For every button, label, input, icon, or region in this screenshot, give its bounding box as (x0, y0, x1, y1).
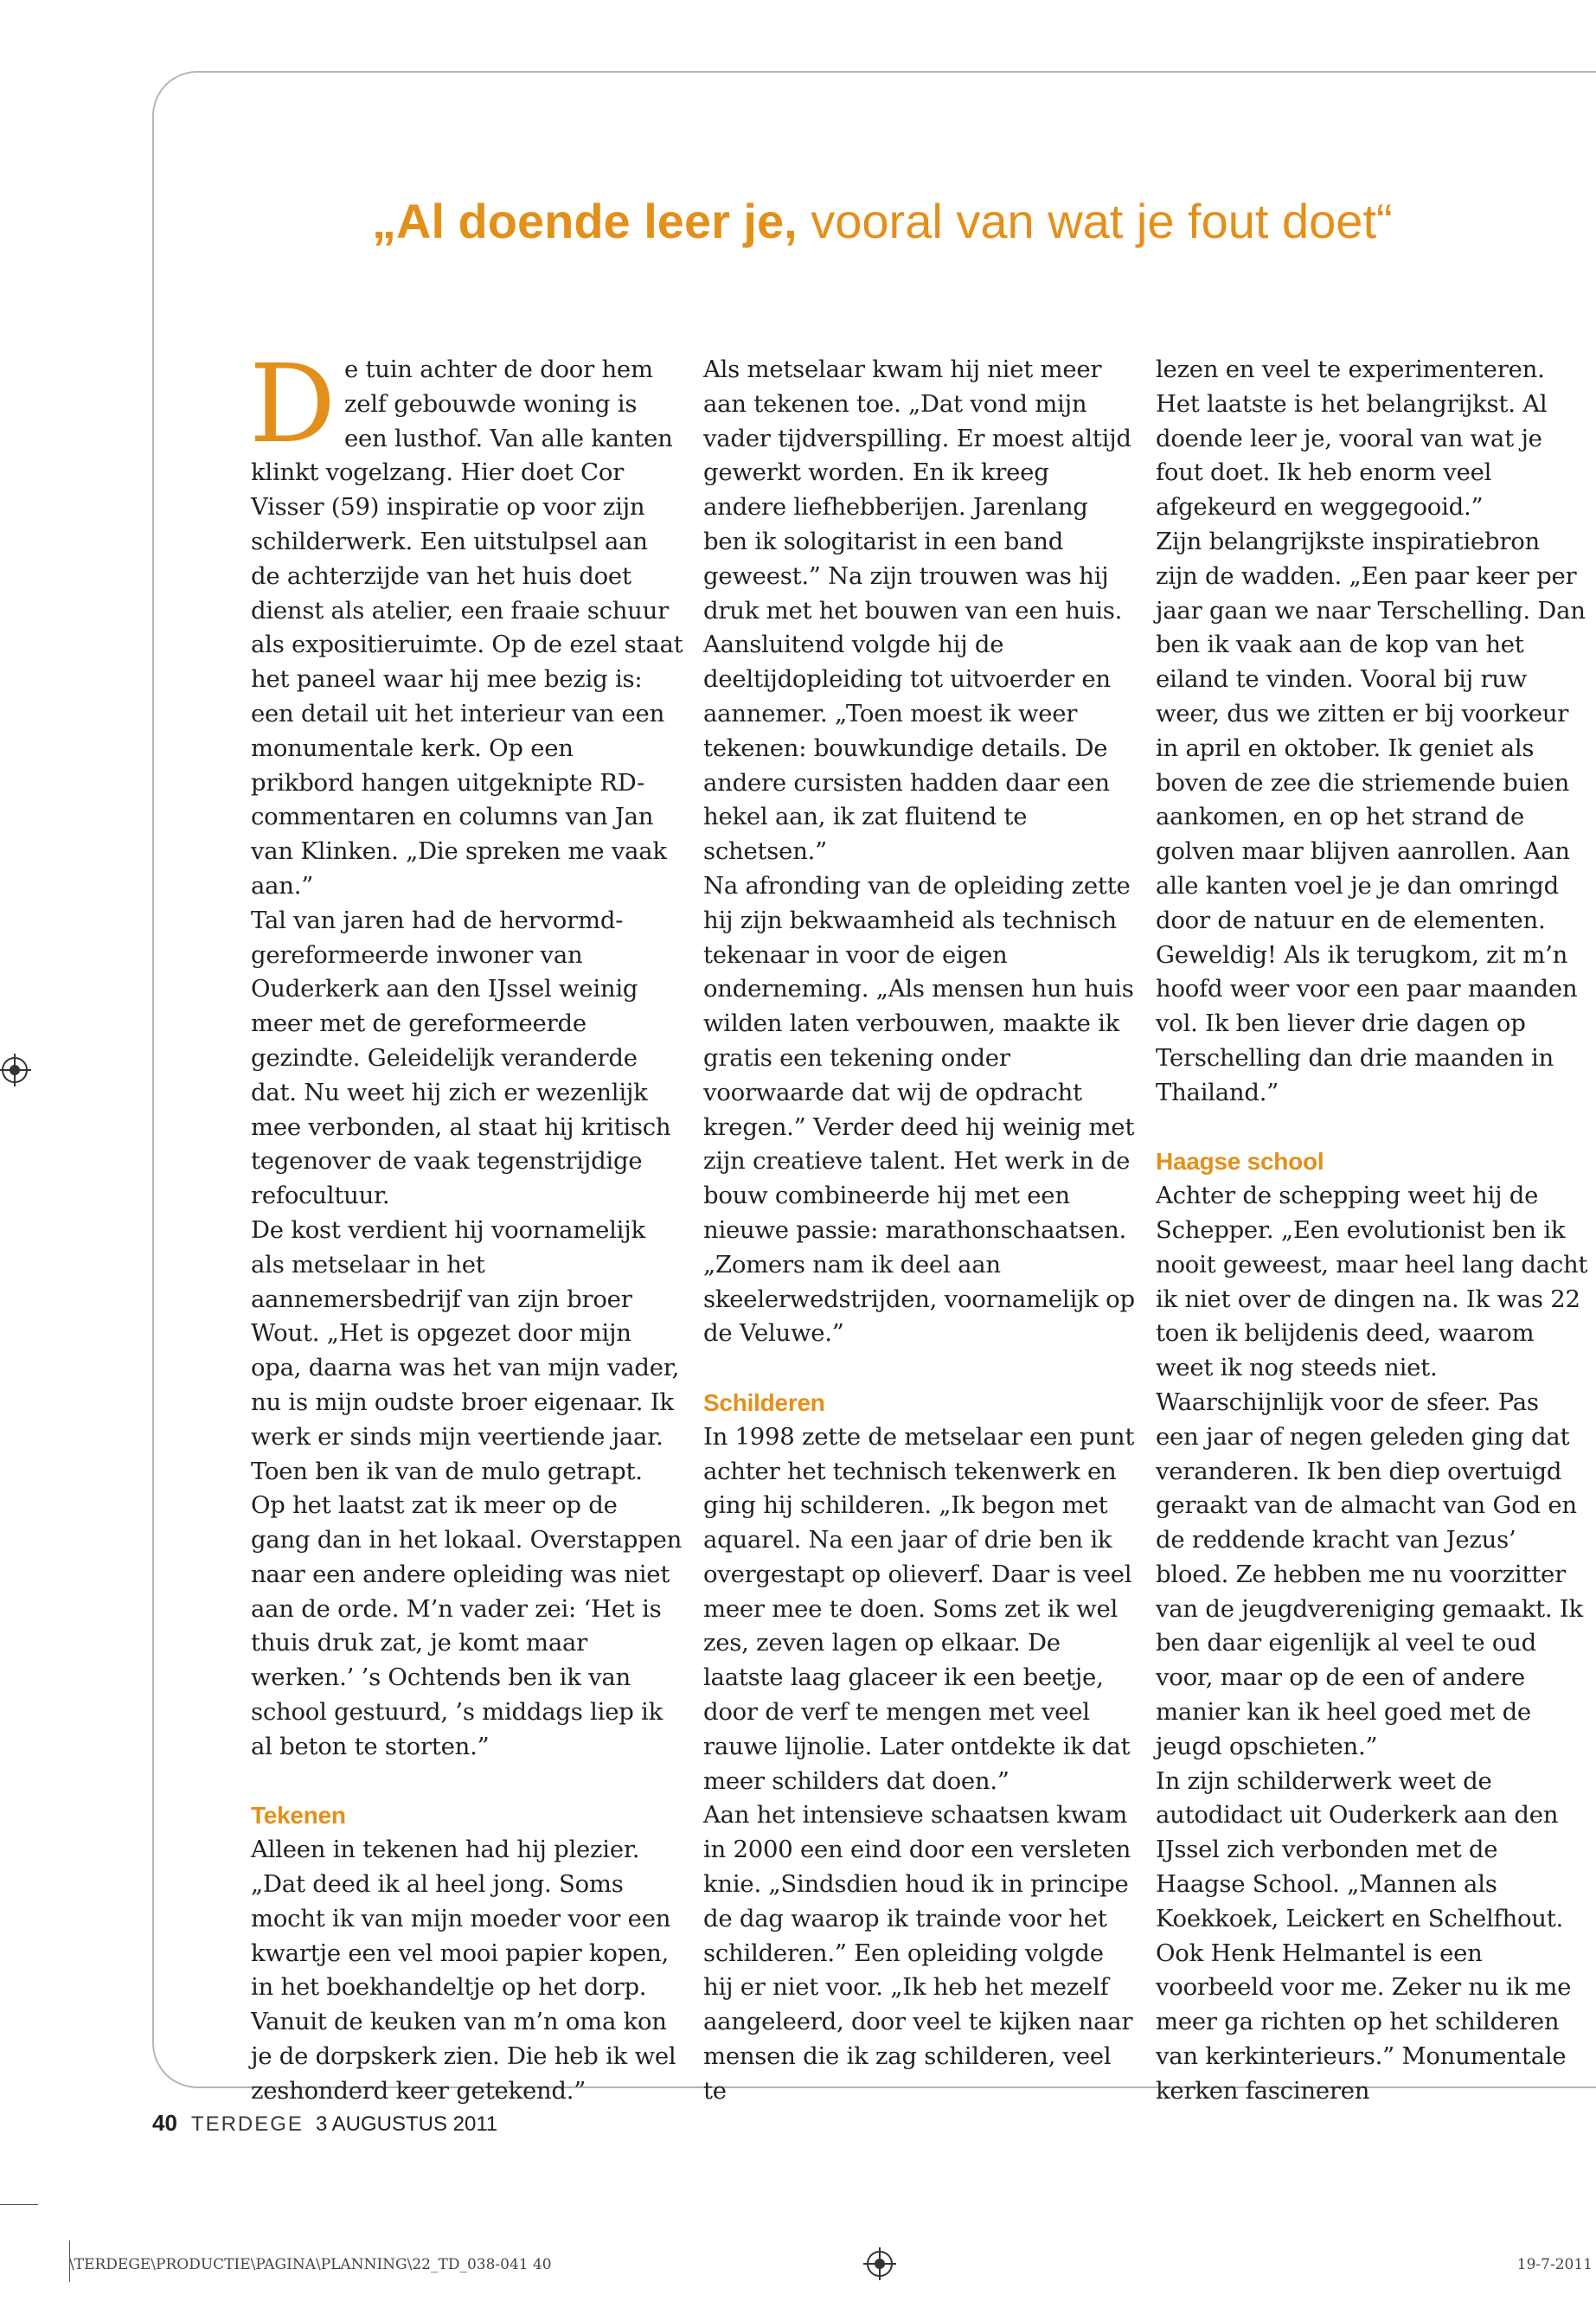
paragraph: Alleen in tekenen had hij plezier. „Dat deed ik al heel jong. Soms mocht ik van mijn moeder voor een kwartje een vel mooi papier kopen, in het boekhandeltje op het dorp. Vanuit de keuken van m’n oma kon je de dorpskerk zien. Die heb ik wel zeshonderd keer getekend.” (251, 1836, 676, 2105)
headline (372, 185, 1540, 258)
article-column-2 (703, 353, 1136, 2109)
registration-mark-icon (2, 1057, 28, 1083)
article-column-3 (1156, 353, 1588, 2109)
page-footer (152, 2106, 497, 2142)
paragraph: Aan het intensieve schaatsen kwam in 2000 een eind door een versleten knie. „Sindsdien houd ik in principe de dag waarop ik trainde voor het schilderen.” Een opleiding volgde hij er niet voor. „Ik heb het mezelf aangeleerd, door veel te kijken naar mensen die ik zag schilderen, veel te (703, 1801, 1133, 2105)
paragraph: Achter de schepping weet hij de Schepper. „Een evolutionist ben ik nooit geweest, maar heel lang dacht ik niet over de dingen na. Ik was 22 toen ik belijdenis deed, waarom weet ik nog steeds niet. Waarschijnlijk voor de sfeer. Pas een jaar of negen geleden ging dat veranderen. Ik ben diep overtuigd geraakt van de almacht van God en de reddende kracht van Jezus’ bloed. Ze hebben me nu voorzitter van de jeugdvereniging gemaakt. Ik ben daar eigenlijk al veel te oud voor, maar op de een of andere manier kan ik heel goed met de jeugd opschieten.” (1156, 1182, 1588, 1760)
headline-bold: „Al doende leer je, (372, 194, 798, 248)
paragraph: lezen en veel te experimenteren. Het laatste is het belangrijkst. Al doende leer je, vooral van wat je fout doet. Ik heb enorm veel afgekeurd en weggegooid.” (1156, 356, 1548, 522)
issue-date: 3 AUGUSTUS 2011 (315, 2112, 498, 2136)
paragraph: Als metselaar kwam hij niet meer aan tekenen toe. „Dat vond mijn vader tijdverspilling. Er moest altijd gewerkt worden. En ik kreeg andere liefhebberijen. Jarenlang ben ik sologitarist in een band geweest.” Na zijn trouwen was hij druk met het bouwen van een huis. Aansluitend volgde hij de deeltijdopleiding tot uitvoerder en aannemer. „Toen moest ik weer tekenen: bouwkundige details. De andere cursisten hadden daar een hekel aan, ik zat fluitend te schetsen.” (703, 356, 1131, 866)
drop-cap: D (249, 342, 336, 467)
subheading-tekenen: Tekenen (251, 1802, 346, 1830)
print-slug-date: 19-7-2011 (1516, 2256, 1593, 2273)
crop-mark (0, 2204, 38, 2205)
subheading-schilderen: Schilderen (703, 1388, 825, 1416)
article-column-1 (249, 342, 683, 2109)
registration-dot-icon (875, 2259, 885, 2269)
paragraph: In zijn schilderwerk weet de autodidact uit Ouderkerk aan den IJssel zich verbonden met de Haagse School. „Mannen als Koekkoek, Leickert en Schelfhout. Ook Henk Helmantel is een voorbeeld voor me. Zeker nu ik me meer ga richten op het schilderen van kerkinterieurs.” Monumentale kerken fascineren (1156, 1766, 1572, 2105)
page-number: 40 (152, 2110, 177, 2136)
paragraph: In 1998 zette de metselaar een punt achter het technisch tekenwerk en ging hij schilderen. „Ik begon met aquarel. Na een jaar of drie ben ik overgestapt op olieverf. Daar is veel meer mee te doen. Soms zet ik wel zes, zeven lagen op elkaar. De laatste laag glaceer ik een beetje, door de verf te mengen met veel rauwe lijnolie. Later ontdekte ik dat meer schilders dat doen.” (703, 1422, 1135, 1795)
registration-mark-icon (867, 2251, 893, 2277)
registration-dot-icon (10, 1065, 20, 1075)
headline-light: vooral van wat je fout doet“ (811, 194, 1393, 248)
magazine-name: TERDEGE (190, 2112, 304, 2136)
paragraph-text: e tuin achter de door hem zelf gebouwde woning is een lusthof. Van alle kanten klinkt vogelzang. Hier doet Cor Visser (59) inspiratie op voor zijn schilderwerk. Een uitstulpsel aan de achterzijde van het huis doet dienst als atelier, een fraaie schuur als expositieruimte. Op de ezel staat het paneel waar hij mee bezig is: een detail uit het interieur van een monumentale kerk. Op een prikbord hangen uitgeknipte RD-commentaren en columns van Jan van Klinken. „Die spreken me vaak aan.” (251, 356, 683, 900)
paragraph: Tal van jaren had de hervormd-gereformeerde inwoner van Ouderkerk aan den IJssel weinig meer met de gereformeerde gezindte. Geleidelijk veranderde dat. Nu weet hij zich er wezenlijk mee verbonden, al staat hij kritisch tegenover de vaak tegenstrijdige refocultuur. (251, 906, 671, 1210)
subheading-haagse-school: Haagse school (1156, 1148, 1324, 1176)
paragraph: Zijn belangrijkste inspiratiebron zijn de wadden. „Een paar keer per jaar gaan we naar Terschelling. Dan ben ik vaak aan de kop van het eiland te vinden. Vooral bij ruw weer, dus we zitten er bij voorkeur in april en oktober. Ik geniet als boven de zee die striemende buien aankomen, en op het strand de golven maar blijven aanrollen. Aan alle kanten voel je je dan omringd door de natuur en de elementen. Geweldig! Als ik terugkom, zit m’n hoofd weer voor een paar maanden vol. Ik ben liever drie dagen op Terschelling dan drie maanden in Thailand.” (1156, 527, 1586, 1106)
paragraph: Na afronding van de opleiding zette hij zijn bekwaamheid als technisch tekenaar in voor de eigen onderneming. „Als mensen hun huis wilden laten verbouwen, maakte ik gratis een tekening onder voorwaarde dat wij de opdracht kregen.” Verder deed hij weinig met zijn creatieve talent. Het werk in de bouw combineerde hij met een nieuwe passie: marathonschaatsen. „Zomers nam ik deel aan skeelerwedstrijden, voornamelijk op de Veluwe.” (703, 871, 1135, 1348)
paragraph: De kost verdient hij voornamelijk als metselaar in het aannemersbedrijf van zijn broer Wout. „Het is opgezet door mijn opa, daarna was het van mijn vader, nu is mijn oudste broer eigenaar. Ik werk er sinds mijn veertiende jaar. Toen ben ik van de mulo getrapt. Op het laatst zat ik meer op de gang dan in het lokaal. Overstappen naar een andere opleiding was niet aan de orde. M’n vader zei: ‘Het is thuis druk zat, je komt maar werken.’ ’s Ochtends ben ik van school gestuurd, ’s middags liep ik al beton te storten.” (251, 1215, 683, 1760)
print-slug-path: \TERDEGE\PRODUCTIE\PAGINA\PLANNING\22_TD_038-041 40 (69, 2256, 552, 2273)
paragraph (249, 342, 683, 904)
